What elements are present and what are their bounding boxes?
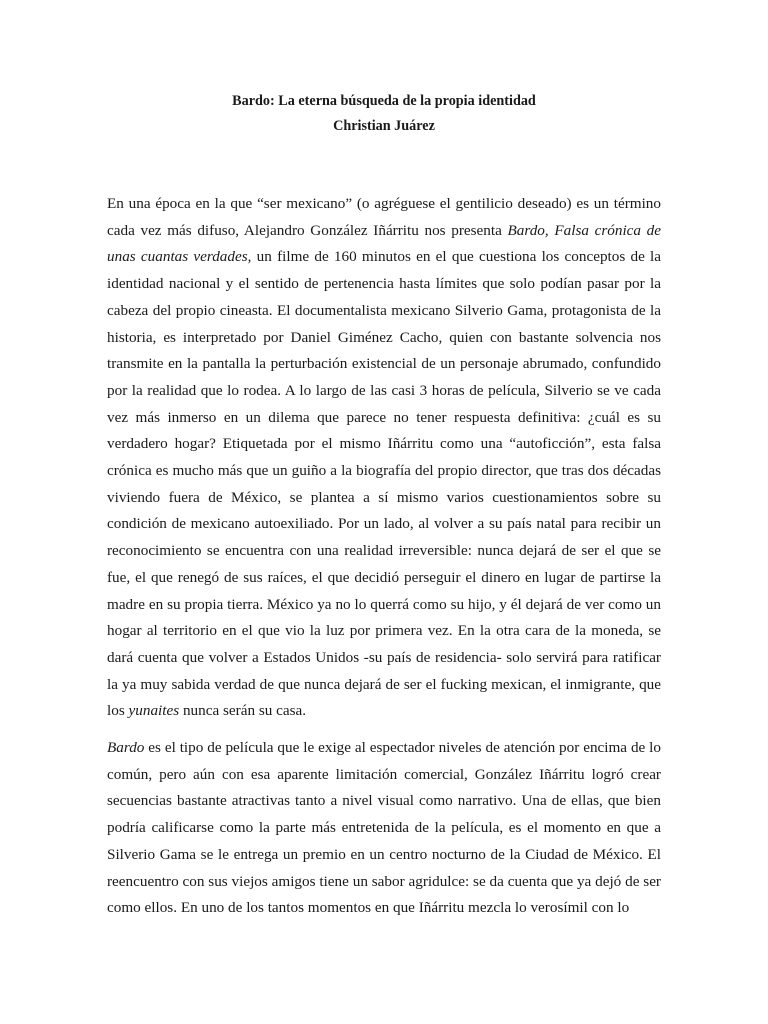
- bardo-italic: Bardo: [107, 739, 145, 757]
- yunaites-italic: yunaites: [128, 702, 180, 720]
- paragraph-1: [107, 191, 661, 725]
- document-page: [107, 90, 661, 922]
- paragraph-2-text: es el tipo de película que le exige al espectador niveles de atención por encima de lo común, pero aún con esa aparente limitación comercial, González Iñárritu logró crear secuencias bastante atractivas tanto a nivel visual como narrativo. Una de ellas, que bien podría calificarse como la parte más entretenida de la película, es el momento en que a Silverio Gama se le entrega un premio en un centro nocturno de la Ciudad de México. El reencuentro con sus viejos amigos tiene un sabor agridulce: se da cuenta que ya dejó de ser como ellos. En uno de los tantos momentos en que Iñárritu mezcla lo verosímil con lo: [107, 739, 661, 917]
- paragraph-2: [107, 735, 661, 922]
- film-title-italic: Bardo, Falsa crónica de unas cuantas verdades: [107, 221, 661, 266]
- document-body: [107, 191, 661, 922]
- paragraph-1-text-a: En una época en la que “ser mexicano” (o agréguese el gentilicio deseado) es un término cada vez más difuso, Alejandro González Iñárritu nos presenta: [107, 195, 661, 239]
- paragraph-1-text-b: , un filme de 160 minutos en el que cuestiona los conceptos de la identidad nacional y el sentido de pertenencia hasta límites que solo podían pasar por la cabeza del propio cineasta. El documentalista mexicano Silverio Gama, protagonista de la historia, es interpretado por Daniel Giménez Cacho, quien con bastante solvencia nos transmite en la pantalla la perturbación existencial de un personaje abrumado, confundido por la realidad que lo rodea. A lo largo de las casi 3 horas de película, Silverio se ve cada vez más inmerso en un dilema que parece no tener respuesta definitiva: ¿cuál es su verdadero hogar? Etiquetada por el mismo Iñárritu como una “autoficción”, esta falsa crónica es mucho más que un guiño a la biografía del propio director, que tras dos décadas viviendo fuera de México, se plantea a sí mismo varios cuestionamientos sobre su condición de mexicano autoexiliado. Por un lado, al volver a su país natal para recibir un reconocimiento se encuentra con una realidad irreversible: nunca dejará de ser el que se fue, el que renegó de sus raíces, el que decidió perseguir el dinero en lugar de partirse la madre en su propia tierra. México ya no lo querrá como su hijo, y él dejará de ver como un hogar al territorio en el que vio la luz por primera vez. En la otra cara de la moneda, se dará cuenta que volver a Estados Unidos -su país de residencia- solo servirá para ratificar la ya muy sabida verdad de que nunca dejará de ser el fucking mexican, el inmigrante, que los: [107, 248, 662, 720]
- document-title: Bardo: La eterna búsqueda de la propia identidad: [232, 93, 536, 109]
- paragraph-1-text-c: nunca serán su casa.: [179, 702, 307, 720]
- document-author: Christian Juárez: [333, 118, 435, 134]
